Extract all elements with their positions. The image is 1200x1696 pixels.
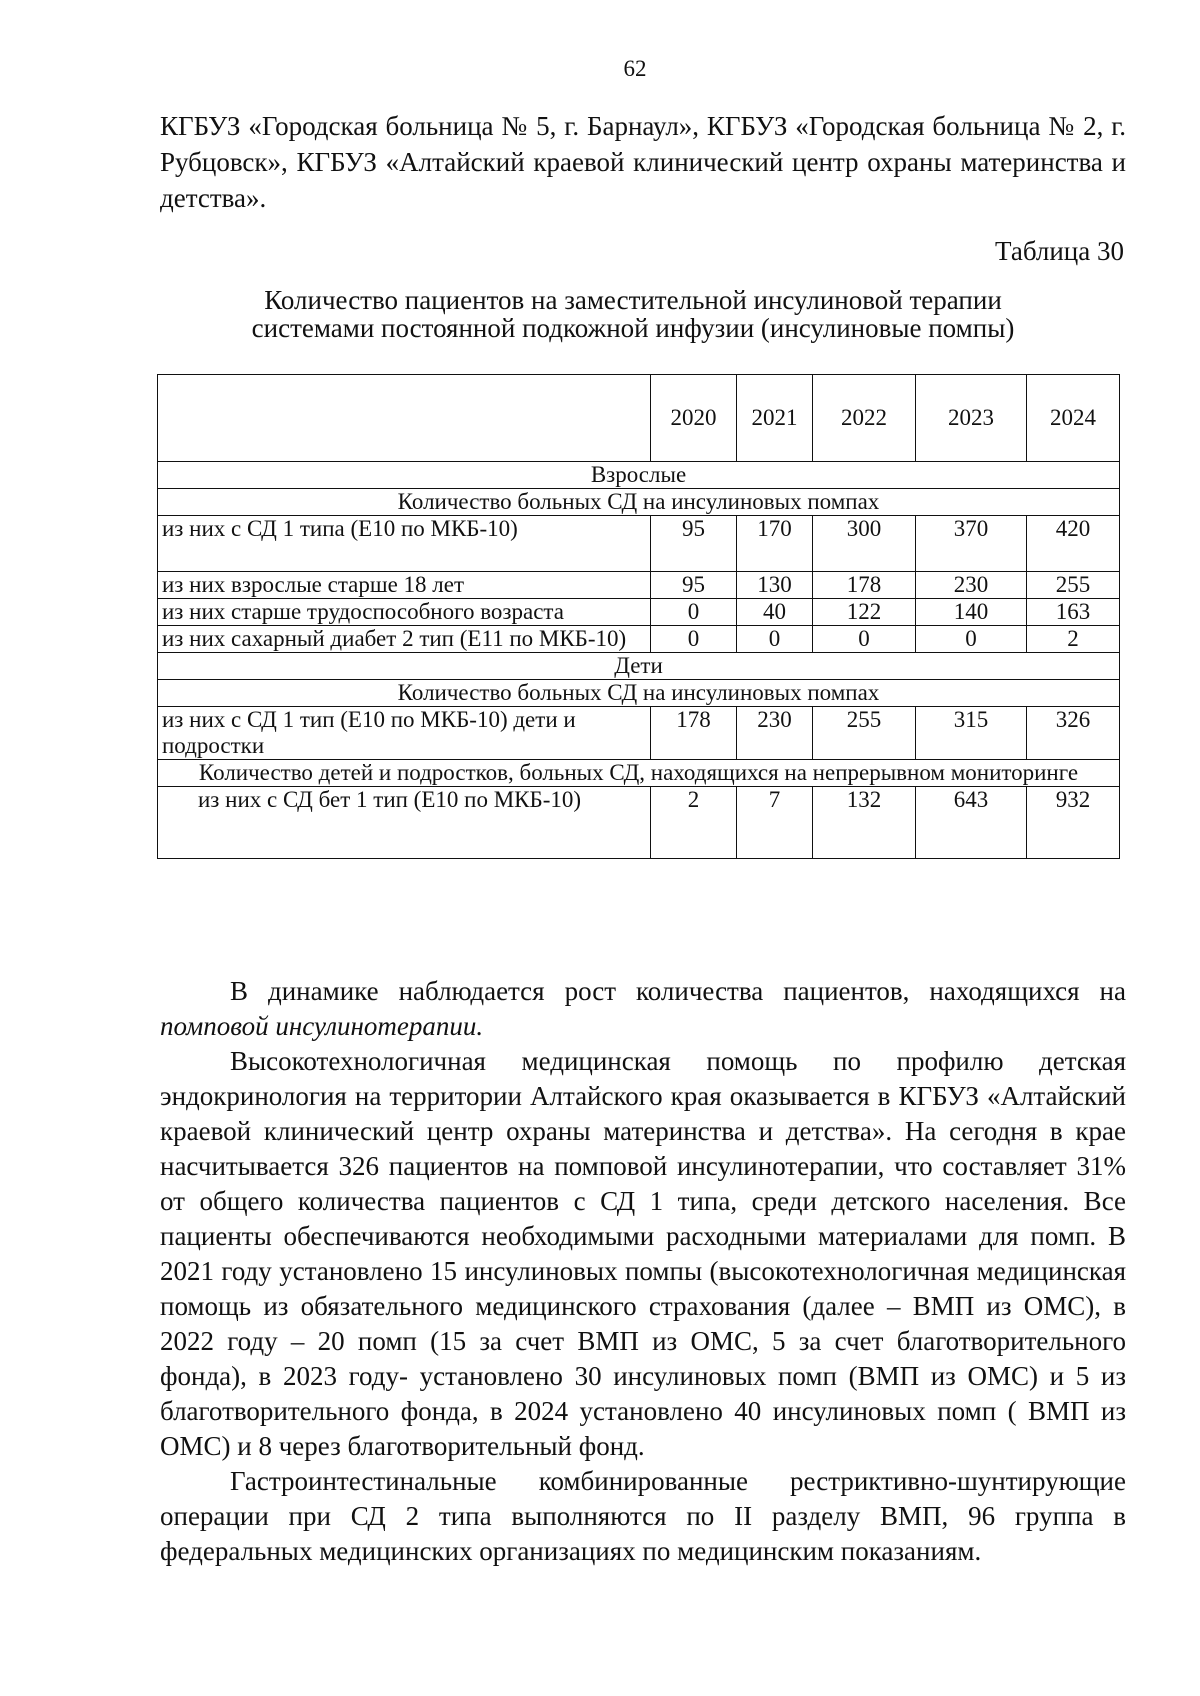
body-paragraph	[160, 974, 1126, 1044]
subsection-heading: Количество больных СД на инсулиновых помпах	[158, 680, 1120, 707]
table-row	[158, 626, 1120, 653]
intro-paragraph: КГБУЗ «Городская больница № 5, г. Барнаул», КГБУЗ «Городская больница № 2, г. Рубцовск», КГБУЗ «Алтайский краевой клинический центр охраны материнства и детства».	[160, 111, 1126, 213]
table-header-row	[158, 375, 1120, 462]
year-header: 2021	[737, 375, 813, 462]
row-label: из них сахарный диабет 2 тип (Е11 по МКБ-10)	[158, 626, 651, 653]
table-cell: 178	[651, 707, 737, 760]
table-cell: 122	[813, 599, 916, 626]
table-cell: 300	[813, 516, 916, 572]
table-cell: 0	[916, 626, 1027, 653]
row-label: из них взрослые старше 18 лет	[158, 572, 651, 599]
section-heading-children: Дети	[158, 653, 1120, 680]
table-cell: 255	[813, 707, 916, 760]
table-cell: 7	[737, 787, 813, 859]
table-cell: 132	[813, 787, 916, 859]
year-header: 2022	[813, 375, 916, 462]
year-header: 2024	[1027, 375, 1120, 462]
section-row	[158, 462, 1120, 489]
body-text	[160, 974, 1126, 1569]
subsection-row	[158, 489, 1120, 516]
table-title-line: Количество пациентов на заместительной инсулиновой терапии	[264, 285, 1002, 315]
section-heading-adults: Взрослые	[158, 462, 1120, 489]
row-label: из них с СД 1 тип (Е10 по МКБ-10) дети и подростки	[158, 707, 651, 760]
row-label: из них с СД бет 1 тип (Е10 по МКБ-10)	[158, 787, 651, 859]
table-cell: 140	[916, 599, 1027, 626]
table-cell: 0	[737, 626, 813, 653]
table-cell: 0	[651, 599, 737, 626]
row-label: из них старше трудоспособного возраста	[158, 599, 651, 626]
table-cell: 230	[737, 707, 813, 760]
table-cell: 255	[1027, 572, 1120, 599]
table-cell: 95	[651, 516, 737, 572]
table-row	[158, 516, 1120, 572]
table-cell: 130	[737, 572, 813, 599]
table-row	[158, 787, 1120, 859]
body-paragraph: Высокотехнологичная медицинская помощь по профилю детская эндокринология на территории Алтайского края оказывается в КГБУЗ «Алтайский краевой клинический центр охраны материнства и детства». На сегодня в крае насчитывается 326 пациентов на помповой инсулинотерапии, что составляет 31% от общего количества пациентов с СД 1 типа, среди детского населения. Все пациенты обеспечиваются необходимыми расходными материалами для помп. В 2021 году установлено 15 инсулиновых помпы (высокотехнологичная медицинская помощь из обязательного медицинского страхования (далее – ВМП из ОМС), в 2022 году – 20 помп (15 за счет ВМП из ОМС, 5 за счет благотворительного фонда), в 2023 году- установлено 30 инсулиновых помп (ВМП из ОМС) и 5 из благотворительного фонда, в 2024 установлено 40 инсулиновых помп ( ВМП из ОМС) и 8 через благотворительный фонд.	[160, 1046, 1126, 1461]
row-label: из них с СД 1 типа (Е10 по МКБ-10)	[158, 516, 651, 572]
table-cell: 40	[737, 599, 813, 626]
header-label-cell	[158, 375, 651, 462]
subsection-row	[158, 760, 1120, 787]
subsection-heading-monitoring: Количество детей и подростков, больных СД, находящихся на непрерывном мониторинге	[158, 760, 1120, 787]
table-cell: 95	[651, 572, 737, 599]
intro-section	[160, 108, 1126, 216]
table-label: Таблица 30	[995, 236, 1124, 266]
table-title-line: системами постоянной подкожной инфузии (инсулиновые помпы)	[251, 313, 1015, 343]
table-cell: 170	[737, 516, 813, 572]
table-cell: 932	[1027, 787, 1120, 859]
body-paragraph-text: В динамике наблюдается рост количества пациентов, находящихся на	[230, 976, 1126, 1006]
table-cell: 2	[1027, 626, 1120, 653]
subsection-heading: Количество больных СД на инсулиновых помпах	[158, 489, 1120, 516]
table-cell: 178	[813, 572, 916, 599]
table-row	[158, 572, 1120, 599]
subsection-row	[158, 680, 1120, 707]
body-paragraph: Гастроинтестинальные комбинированные рестриктивно-шунтирующие операции при СД 2 типа выполняются по II разделу ВМП, 96 группа в федеральных медицинских организациях по медицинским показаниям.	[160, 1466, 1126, 1566]
table-cell: 326	[1027, 707, 1120, 760]
table-cell: 230	[916, 572, 1027, 599]
year-header: 2023	[916, 375, 1027, 462]
body-paragraph-italic: помповой инсулинотерапии.	[160, 1011, 484, 1041]
insulin-pump-table	[157, 374, 1120, 859]
table-cell: 2	[651, 787, 737, 859]
table-cell: 643	[916, 787, 1027, 859]
year-header: 2020	[651, 375, 737, 462]
table-cell: 370	[916, 516, 1027, 572]
table-row	[158, 599, 1120, 626]
table-cell: 420	[1027, 516, 1120, 572]
section-row	[158, 653, 1120, 680]
table-cell: 163	[1027, 599, 1120, 626]
table-cell: 315	[916, 707, 1027, 760]
table-cell: 0	[651, 626, 737, 653]
table-title	[150, 286, 1116, 342]
page-number: 62	[623, 56, 647, 81]
table-row	[158, 707, 1120, 760]
table-cell: 0	[813, 626, 916, 653]
